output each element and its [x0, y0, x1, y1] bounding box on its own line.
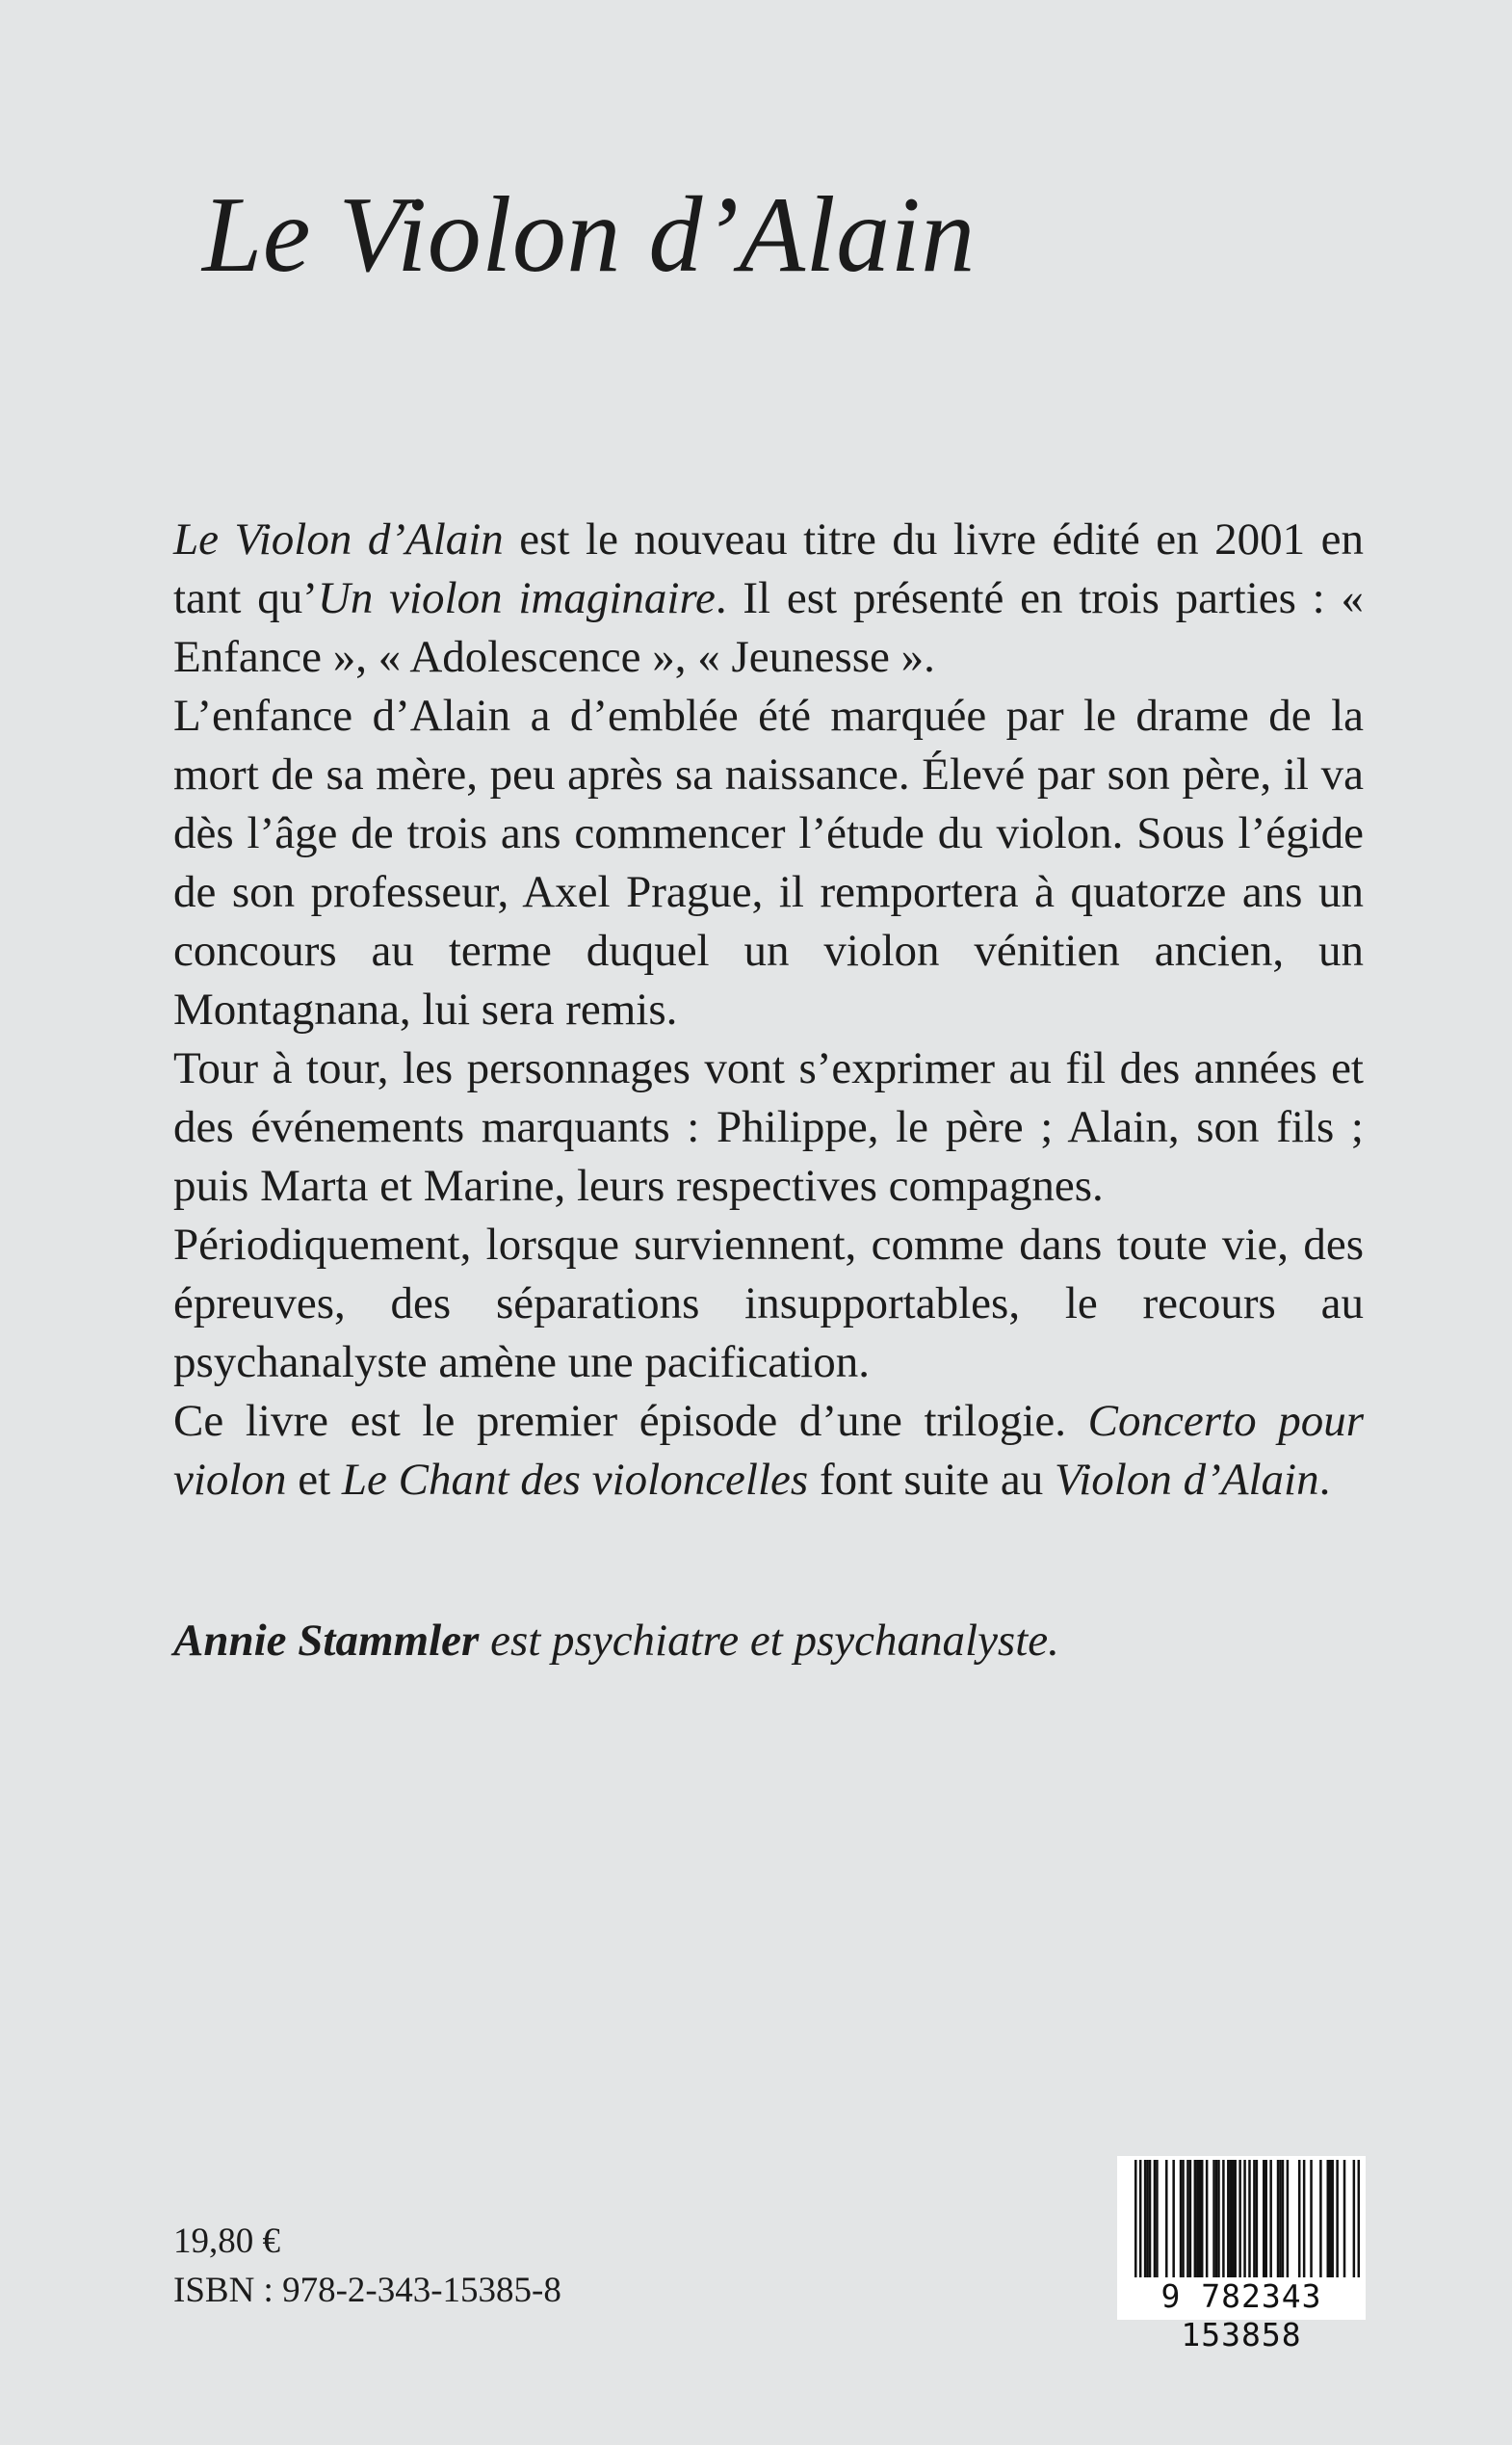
text-run: . Il est présenté en trois parties : « Enfance », « Adolescence », « Jeunesse ».	[173, 573, 1364, 682]
barcode-bar	[1353, 2160, 1356, 2287]
barcode-bar	[1287, 2160, 1290, 2277]
barcode-bar	[1146, 2160, 1149, 2277]
barcode-bar	[1327, 2160, 1330, 2277]
barcode-bar	[1336, 2160, 1339, 2277]
barcode-bar	[1189, 2160, 1192, 2277]
barcode-bar	[1206, 2160, 1209, 2277]
description-paragraph	[173, 1392, 1364, 1510]
barcode-bar	[1329, 2160, 1332, 2277]
barcode-bar	[1319, 2160, 1322, 2277]
barcode-bar	[1282, 2160, 1285, 2277]
barcode-bar	[1358, 2160, 1361, 2287]
barcode-bar	[1172, 2160, 1175, 2277]
barcode-bar	[1248, 2160, 1251, 2287]
barcode-bar	[1227, 2160, 1230, 2277]
barcode-bar	[1264, 2160, 1267, 2277]
barcode-bar	[1298, 2160, 1301, 2277]
barcode-bar	[1154, 2160, 1157, 2277]
barcode-bar	[1149, 2160, 1152, 2277]
barcode-bar	[1144, 2160, 1147, 2277]
price-label: 19,80 €	[173, 2222, 280, 2261]
barcode-bar	[1230, 2160, 1233, 2277]
description-paragraph	[173, 511, 1364, 687]
barcode-bar	[1196, 2160, 1199, 2277]
description-paragraph	[173, 687, 1364, 1039]
barcode-bar	[1217, 2160, 1220, 2277]
barcode-bar	[1279, 2160, 1282, 2277]
italic-title-run: Un violon imaginaire	[317, 573, 716, 623]
text-run: Tour à tour, les personnages vont s’exprimer au fil des années et des événements marquants : Philippe, le père ; Alain, son fils ; puis Marta et Marine, leurs respectives compagnes.	[173, 1043, 1364, 1211]
text-run: .	[1318, 1455, 1331, 1505]
barcode-bar	[1303, 2160, 1306, 2277]
author-bio: est psychiatre et psychanalyste.	[479, 1616, 1059, 1666]
description-paragraph	[173, 1039, 1364, 1216]
isbn-label: ISBN : 978-2-343-15385-8	[173, 2271, 561, 2310]
barcode-bar	[1201, 2160, 1204, 2277]
barcode-bar	[1212, 2160, 1215, 2277]
barcode-bar	[1253, 2160, 1256, 2277]
barcode-bar	[1310, 2160, 1313, 2277]
barcode-bar	[1238, 2160, 1241, 2277]
barcode	[1117, 2156, 1366, 2353]
text-run: L’enfance d’Alain a d’emblée été marquée par le drame de la mort de sa mère, peu après sa naissance. Élevé par son père, il va dès l’âge de trois ans commencer l’étude du violon. Sous l’égide de son professeur, Axel Prague, il remportera à quatorze ans un concours au terme duquel un violon vénitien ancien, un Montagnana, lui sera remis.	[173, 691, 1364, 1035]
italic-title-run: Violon d’Alain	[1055, 1455, 1319, 1505]
text-run: Ce livre est le premier épisode d’une trilogie.	[173, 1396, 1088, 1446]
text-run: font suite au	[808, 1455, 1056, 1505]
barcode-digits: 9 782343 153858	[1117, 2277, 1366, 2316]
barcode-bar	[1256, 2160, 1259, 2277]
description-paragraph	[173, 1216, 1364, 1392]
barcode-bar	[1277, 2160, 1280, 2277]
barcode-bar	[1222, 2160, 1225, 2277]
text-run: Périodiquement, lorsque surviennent, comme dans toute vie, des épreuves, des séparations insupportables, le recours au psychanalyste amène une pacification.	[173, 1220, 1364, 1387]
author-name: Annie Stammler	[173, 1616, 480, 1666]
barcode-bar	[1269, 2160, 1272, 2277]
barcode-bar	[1215, 2160, 1218, 2277]
barcode-bar	[1331, 2160, 1334, 2277]
text-run: est le nouveau titre du livre édité en 2001 en tant qu’	[173, 514, 1364, 623]
barcode-bar	[1165, 2160, 1168, 2277]
barcode-bar	[1182, 2160, 1185, 2277]
barcode-bar	[1199, 2160, 1202, 2277]
barcode-bar	[1343, 2160, 1346, 2277]
barcode-bar	[1263, 2160, 1265, 2277]
barcode-bar	[1180, 2160, 1183, 2277]
book-description	[173, 511, 1364, 1510]
italic-title-run: Le Violon d’Alain	[173, 514, 504, 565]
barcode-bar	[1186, 2160, 1189, 2277]
book-title: Le Violon d’Alain	[202, 175, 976, 295]
italic-title-run: Le Chant des violoncelles	[341, 1455, 809, 1505]
barcode-bar	[1194, 2160, 1197, 2277]
barcode-bar	[1134, 2160, 1137, 2287]
barcode-bar	[1243, 2160, 1246, 2287]
barcode-bar	[1139, 2160, 1142, 2287]
text-run: et	[286, 1455, 342, 1505]
barcode-bar	[1234, 2160, 1237, 2277]
author-note	[173, 1612, 1364, 1670]
italic-title-run: Concerto pour violon	[173, 1396, 1364, 1505]
barcode-bar	[1156, 2160, 1159, 2277]
barcode-bar	[1232, 2160, 1235, 2277]
